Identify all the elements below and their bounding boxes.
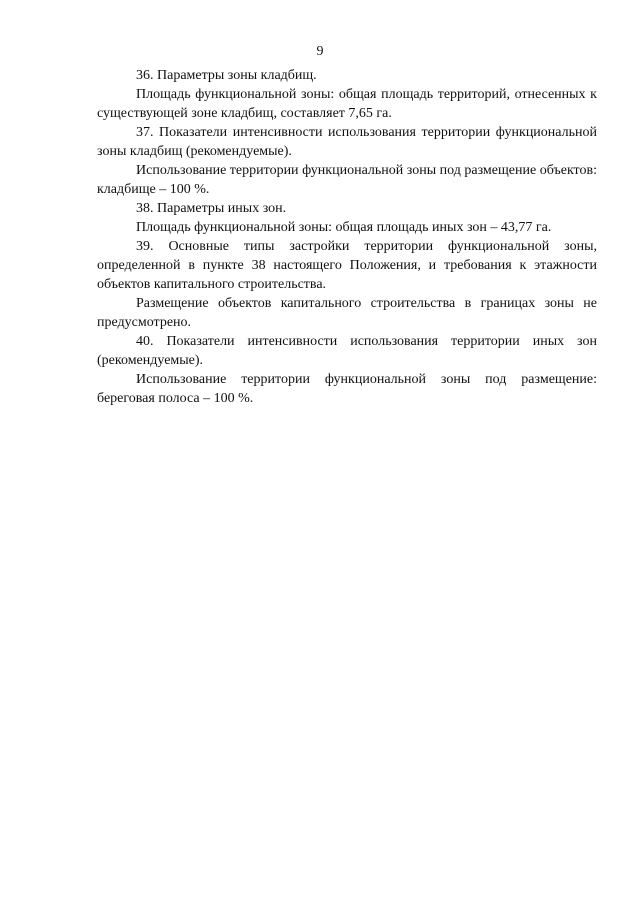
paragraph-cemetery-area: Площадь функциональной зоны: общая площадь территорий, отнесенных к существующей зоне кладбищ, составляет 7,65 га. [97,87,597,121]
paragraph-construction-placement: Размещение объектов капитального строительства в границах зоны не предусмотрено. [97,296,597,330]
paragraph-36-heading: 36. Параметры зоны кладбищ. [136,68,317,83]
paragraph-cemetery-usage: Использование территории функциональной зоны под размещение объектов: кладбище – 100 %. [97,163,597,197]
page-number: 9 [316,44,324,59]
paragraph-other-zones-area: Площадь функциональной зоны: общая площадь иных зон – 43,77 га. [136,220,552,235]
document-body [97,66,597,408]
paragraph-other-zones-usage: Использование территории функциональной зоны под размещение: береговая полоса – 100 %. [97,372,597,406]
paragraph-40-heading: 40. Показатели интенсивности использования территории иных зон (рекомендуемые). [97,334,597,368]
paragraph-39-heading: 39. Основные типы застройки территории функциональной зоны, определенной в пункте 38 настоящего Положения, и требования к этажности объектов капитального строительства. [97,239,597,292]
paragraph-37-heading: 37. Показатели интенсивности использования территории функциональной зоны кладбищ (рекомендуемые). [97,125,597,159]
paragraph-38-heading: 38. Параметры иных зон. [136,201,287,216]
